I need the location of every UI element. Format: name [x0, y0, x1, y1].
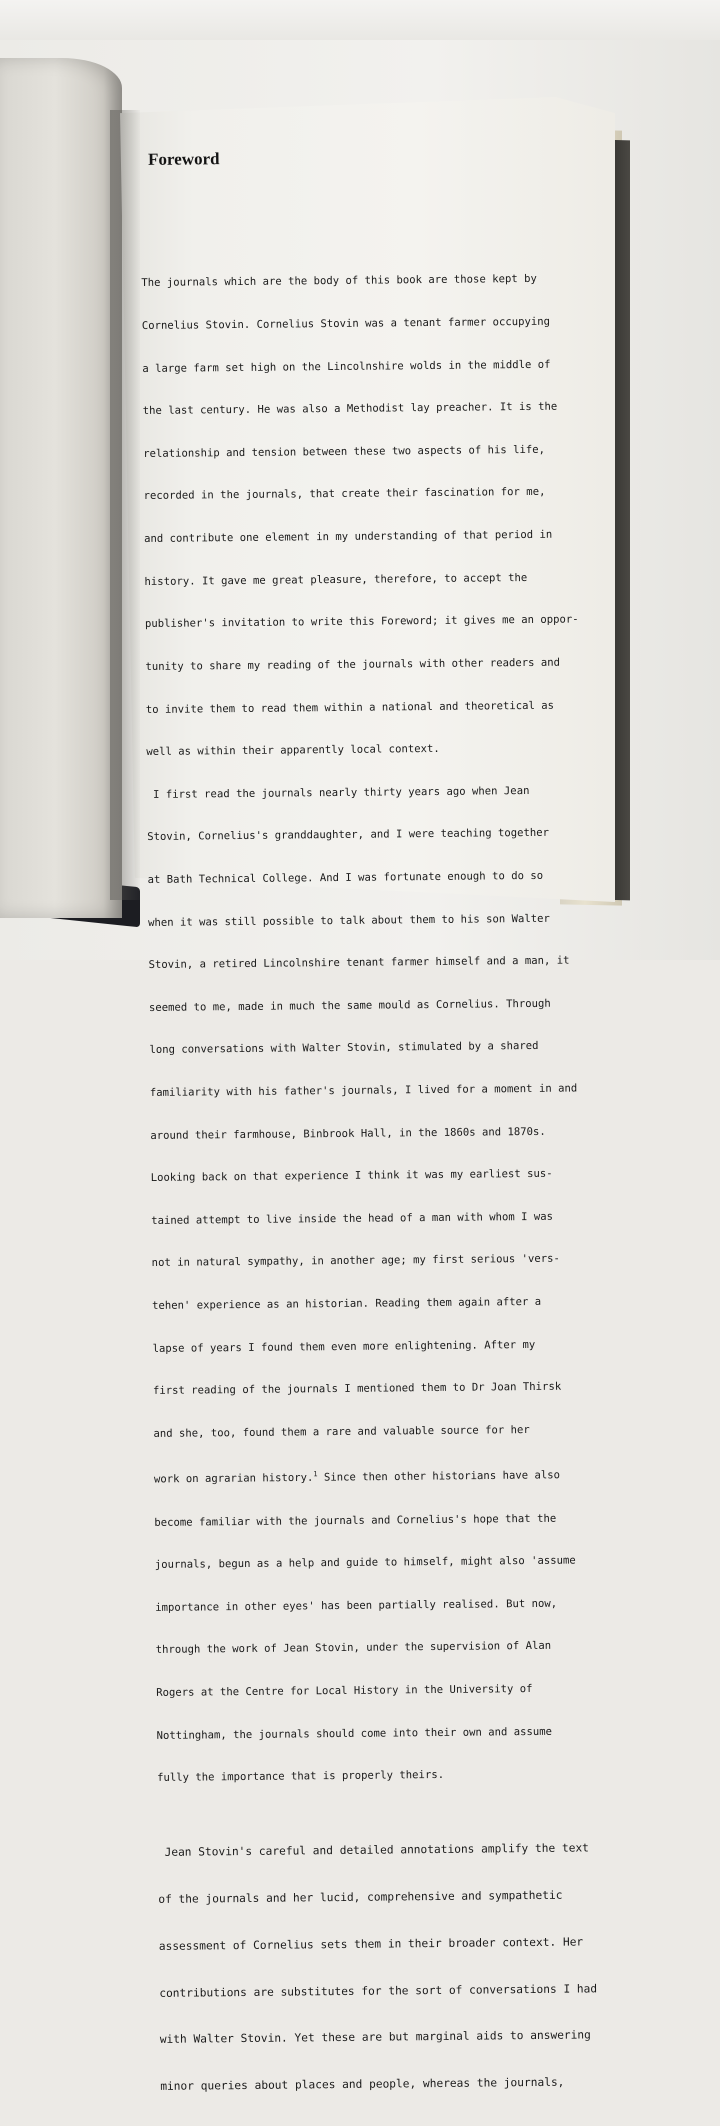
foreword-paragraph-1	[141, 244, 579, 1814]
text-line: first reading of the journals I mentioned them to Dr Joan Thirsk	[152, 1380, 562, 1398]
text-fragment: work on agrarian history.	[153, 1472, 314, 1486]
text-line: Stovin, a retired Lincolnshire tenant farmer himself and a man, it	[148, 954, 570, 972]
text-line: tehen' experience as an historian. Reading them again after a	[152, 1295, 542, 1312]
text-line: recorded in the journals, that create their fascination for me,	[143, 486, 546, 503]
text-line: and she, too, found them a rare and valuable source for her	[153, 1423, 530, 1440]
text-line: history. It gave me great pleasure, therefore, to accept the	[144, 571, 528, 588]
text-line: Looking back on that experience I think it was my earliest sus-	[150, 1167, 553, 1185]
text-line: around their farmhouse, Binbrook Hall, in the 1860s and 1870s.	[150, 1125, 546, 1142]
page-content	[140, 145, 617, 2093]
text-line: Jean Stovin's careful and detailed annotations amplify the text	[157, 1841, 589, 1860]
text-line: I first read the journals nearly thirty years ago when Jean	[146, 784, 530, 801]
text-line: minor queries about places and people, whereas the journals,	[160, 2075, 565, 2093]
spine-shadow	[110, 110, 140, 900]
text-line: importance in other eyes' has been partially realised. But now,	[155, 1597, 558, 1614]
text-line: publisher's invitation to write this Foreword; it gives me an oppor-	[144, 613, 579, 631]
text-line-with-footnote	[153, 1465, 561, 1487]
text-line: Stovin, Cornelius's granddaughter, and I were teaching together	[147, 827, 550, 844]
text-line: The journals which are the body of this book are those kept by	[141, 273, 537, 290]
text-line: with Walter Stovin. Yet these are but marginal aids to answering	[159, 2028, 591, 2047]
text-line: seemed to me, made in much the same mould as Cornelius. Through	[148, 997, 551, 1014]
text-line: journals, begun as a help and guide to himself, might also 'assume	[154, 1554, 576, 1572]
text-line: Nottingham, the journals should come into their own and assume	[156, 1725, 553, 1742]
footnote-marker[interactable]: 1	[313, 1470, 318, 1479]
text-line: the last century. He was also a Methodist lay preacher. It is the	[142, 400, 558, 418]
text-line: a large farm set high on the Lincolnshire wolds in the middle of	[142, 358, 551, 375]
text-line: lapse of years I found them even more enlightening. After my	[152, 1338, 536, 1355]
text-line: contributions are substitutes for the sort of conversations I had	[159, 1981, 598, 2000]
text-line: assessment of Cornelius sets them in their broader context. Her	[158, 1935, 584, 1953]
page-title: Foreword	[147, 149, 220, 169]
text-line: tained attempt to live inside the head of a man with whom I was	[151, 1210, 554, 1227]
text-fragment: Since then other historians have also	[317, 1469, 561, 1485]
text-line: familiarity with his father's journals, I lived for a moment in and	[149, 1082, 578, 1099]
text-line: fully the importance that is properly theirs.	[156, 1769, 445, 1785]
text-line: when it was still possible to talk about them to his son Walter	[148, 912, 550, 929]
text-line: Rogers at the Centre for Local History in the University of	[156, 1683, 533, 1699]
text-line: long conversations with Walter Stovin, stimulated by a shared	[149, 1040, 539, 1057]
text-line: not in natural sympathy, in another age; my first serious 'vers-	[151, 1253, 560, 1270]
text-line: become familiar with the journals and Cornelius's hope that the	[154, 1512, 557, 1529]
text-line: of the journals and her lucid, comprehensive and sympathetic	[158, 1888, 563, 1906]
left-page	[0, 58, 122, 918]
background-wall	[0, 0, 720, 40]
text-line: through the work of Jean Stovin, under the supervision of Alan	[155, 1640, 552, 1657]
text-line: relationship and tension between these two aspects of his life,	[143, 443, 546, 460]
text-line: Cornelius Stovin. Cornelius Stovin was a tenant farmer occupying	[141, 315, 551, 333]
foreword-paragraph-2	[157, 1810, 598, 2126]
text-line: tunity to share my reading of the journals with other readers and	[145, 656, 561, 673]
text-line: at Bath Technical College. And I was fortunate enough to do so	[147, 869, 544, 886]
text-line: and contribute one element in my understanding of that period in	[144, 528, 553, 546]
text-line: to invite them to read them within a national and theoretical as	[145, 699, 555, 716]
text-line: well as within their apparently local context.	[146, 743, 440, 759]
